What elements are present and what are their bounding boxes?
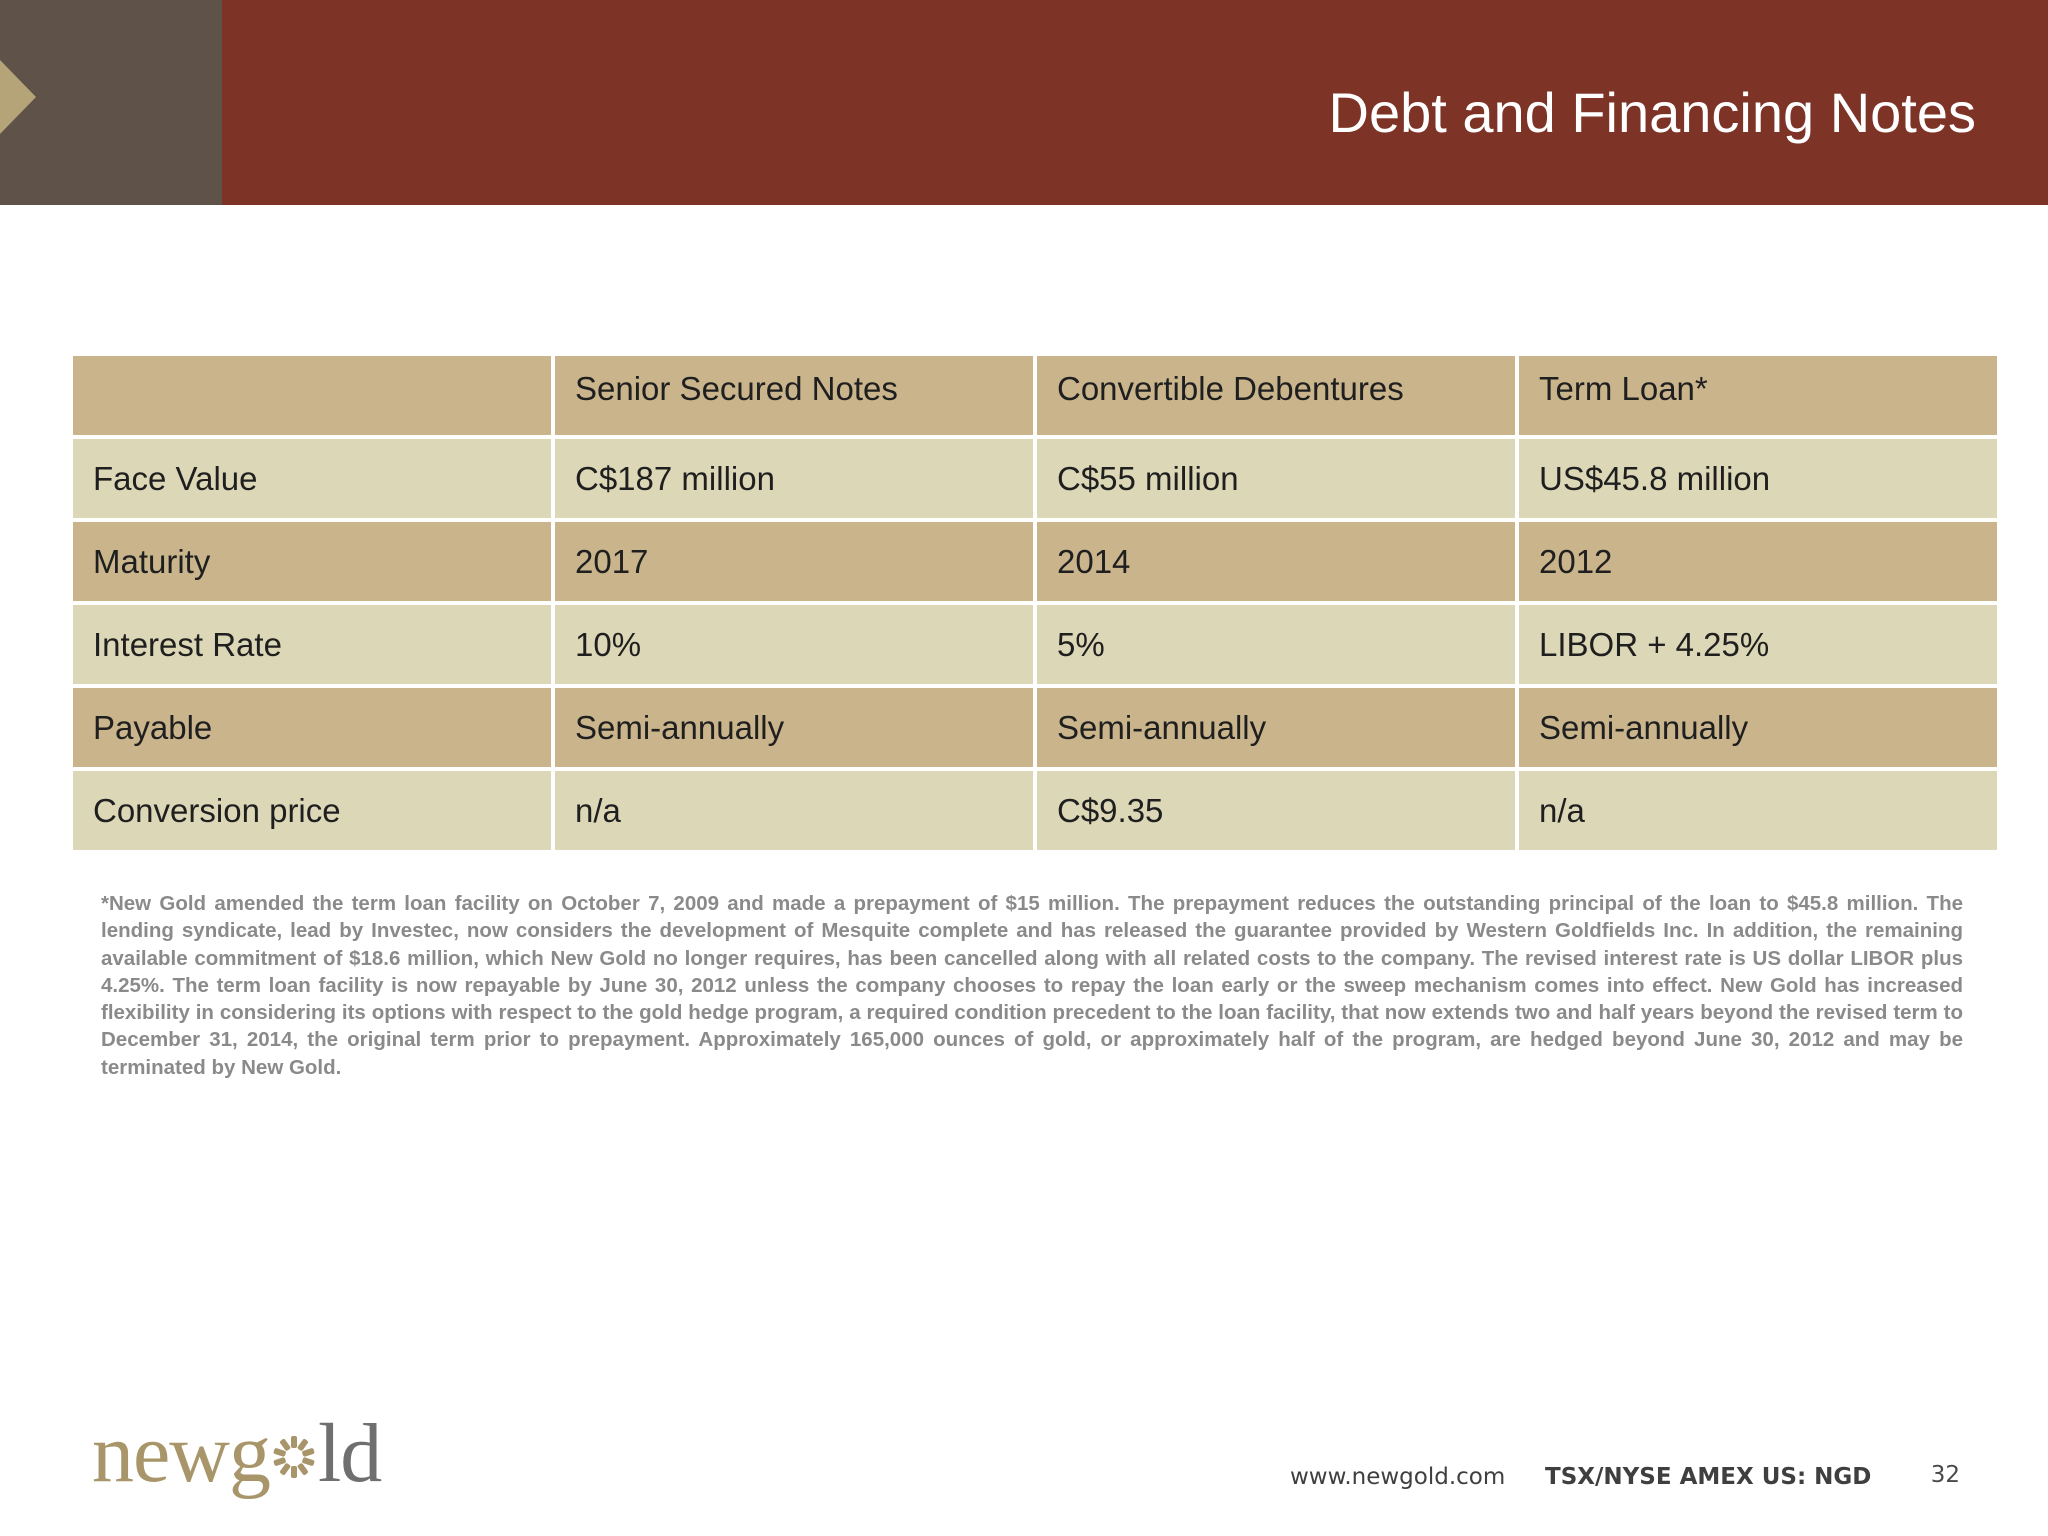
header-cell-senior-secured-notes: Senior Secured Notes <box>553 354 1035 437</box>
row-label: Payable <box>71 686 553 769</box>
table-cell: Semi-annually <box>1035 686 1517 769</box>
header-cell-empty <box>71 354 553 437</box>
table-cell: Semi-annually <box>1517 686 1999 769</box>
table-cell: C$9.35 <box>1035 769 1517 852</box>
logo-text-ld: ld <box>317 1407 382 1500</box>
table-cell: C$187 million <box>553 437 1035 520</box>
table-cell: 2014 <box>1035 520 1517 603</box>
table-cell: 2012 <box>1517 520 1999 603</box>
table-cell: US$45.8 million <box>1517 437 1999 520</box>
row-label: Interest Rate <box>71 603 553 686</box>
table-cell: Semi-annually <box>553 686 1035 769</box>
table-header-row <box>71 354 1999 437</box>
term-loan-footnote: *New Gold amended the term loan facility on October 7, 2009 and made a prepayment of $15 million. The prepayment reduces the outstanding principal of the loan to $45.8 million. The lending syndicate, lead by Investec, now considers the development of Mesquite complete and has released the guarantee provided by Western Goldfields Inc. In addition, the remaining available commitment of $18.6 million, which New Gold no longer requires, has been cancelled along with all related costs to the company. The revised interest rate is US dollar LIBOR plus 4.25%. The term loan facility is now repayable by June 30, 2012 unless the company chooses to repay the loan early or the sweep mechanism comes into effect. New Gold has increased flexibility in considering its options with respect to the gold hedge program, a required condition precedent to the loan facility, that now extends two and half years beyond the revised term to December 31, 2014, the original term prior to prepayment. Approximately 165,000 ounces of gold, or approximately half of the program, are hedged beyond June 30, 2012 and may be terminated by New Gold. <box>101 892 1963 1079</box>
table-row <box>71 686 1999 769</box>
logo-text-new: newg <box>92 1407 270 1500</box>
footer-website[interactable]: www.newgold.com <box>1290 1464 1506 1490</box>
page-title: Debt and Financing Notes <box>1328 81 1976 144</box>
table-row <box>71 520 1999 603</box>
table-row <box>71 769 1999 852</box>
header-cell-term-loan: Term Loan* <box>1517 354 1999 437</box>
row-label: Conversion price <box>71 769 553 852</box>
row-label: Maturity <box>71 520 553 603</box>
table-cell: n/a <box>553 769 1035 852</box>
table-cell: n/a <box>1517 769 1999 852</box>
table-cell: LIBOR + 4.25% <box>1517 603 1999 686</box>
header-cell-convertible-debentures: Convertible Debentures <box>1035 354 1517 437</box>
newgold-logo <box>92 1404 381 1504</box>
sunburst-o-icon <box>268 1431 320 1483</box>
page-number: 32 <box>1930 1462 1960 1488</box>
footer-ticker: TSX/NYSE AMEX US: NGD <box>1545 1464 1872 1490</box>
table-row <box>71 603 1999 686</box>
table-cell: 5% <box>1035 603 1517 686</box>
debt-table <box>69 352 2001 854</box>
table-cell: 10% <box>553 603 1035 686</box>
table-cell: 2017 <box>553 520 1035 603</box>
table-cell: C$55 million <box>1035 437 1517 520</box>
table-row <box>71 437 1999 520</box>
row-label: Face Value <box>71 437 553 520</box>
header-arrow-icon <box>0 60 36 134</box>
